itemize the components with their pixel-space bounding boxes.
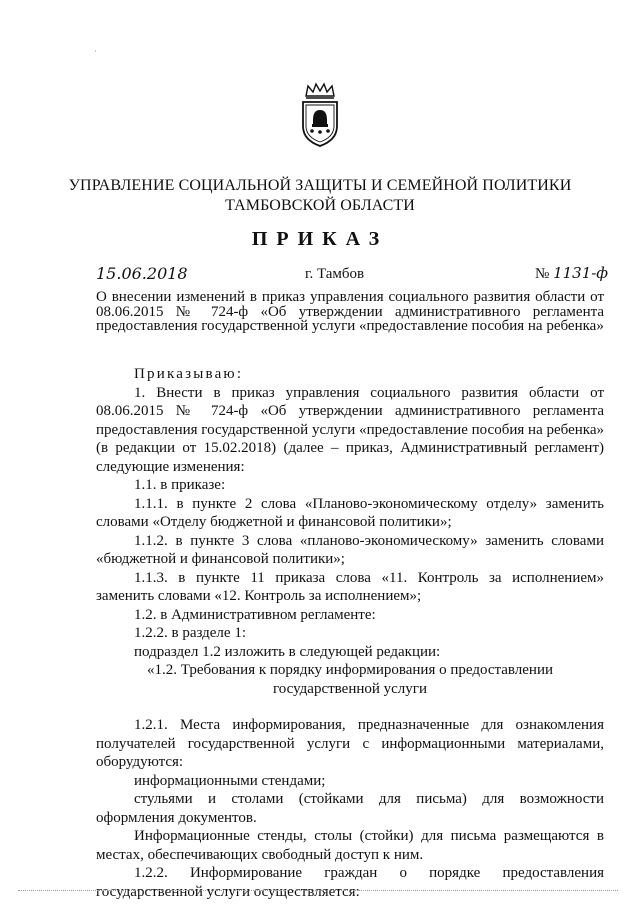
spacer	[96, 698, 604, 716]
paragraph-item-1: 1. Внести в приказ управления социального развития области от 08.06.2015 № 724-ф «Об утверждении административного регламента предоставления государственной услуги «предоставление пособия на ребенка» (в редакции от 15.02.2018) (далее – приказ, Административный регламент) следующие изменения:	[96, 384, 604, 475]
order-date: 15.06.2018	[96, 264, 188, 283]
scan-mark: ·	[94, 46, 97, 56]
paragraph-subsection-intro: подраздел 1.2 изложить в следующей редакции:	[134, 643, 441, 660]
paragraph-item-1-2: 1.2. в Административном регламенте:	[134, 606, 376, 623]
order-number	[535, 264, 608, 283]
subsection-heading-line1: «1.2. Требования к порядку информирования о предоставлении	[146, 662, 554, 678]
document-type-title: ПРИКАЗ	[251, 228, 389, 250]
page-bottom-edge	[18, 890, 618, 891]
paragraph-1-2-2: 1.2.2. Информирование граждан о порядке предоставления государственной услуги осуществляется:	[96, 865, 604, 900]
paragraph-placement: Информационные стенды, столы (стойки) для письма размещаются в местах, обеспечивающих свободный доступ к ним.	[96, 828, 604, 863]
paragraph-item-1-1-1: 1.1.1. в пункте 2 слова «Планово-экономическому отделу» заменить словами «Отделу бюджетной и финансовой политики»;	[96, 495, 604, 530]
paragraph-item-1-1-2: 1.1.2. в пункте 3 слова «планово-экономическому» заменить словами «бюджетной и финансовой политики»;	[96, 532, 604, 567]
org-name-line1: УПРАВЛЕНИЕ СОЦИАЛЬНОЙ ЗАЩИТЫ И СЕМЕЙНОЙ ПОЛИТИКИ	[68, 177, 572, 194]
subsection-heading-line2: государственной услуги	[273, 680, 427, 697]
coat-of-arms-icon	[298, 82, 342, 148]
order-subject: О внесении изменений в приказ управления социального развития области от 08.06.2015 № 724-ф «Об утверждении административного регламента предоставления государственной услуги «предоставление пособия на ребенка»	[96, 289, 604, 334]
paragraph-stands: информационными стендами;	[134, 772, 326, 789]
order-number-prefix: №	[535, 266, 550, 282]
paragraph-chairs: стульями и столами (стойками для письма) для возможности оформления документов.	[96, 791, 604, 826]
order-body	[96, 365, 604, 901]
org-name-line2: ТАМБОВСКОЙ ОБЛАСТИ	[225, 197, 415, 214]
paragraph-item-1-1-3: 1.1.3. в пункте 11 приказа слова «11. Контроль за исполнением» заменить словами «12. Контроль за исполнением»;	[96, 569, 604, 604]
order-word: Приказываю:	[134, 366, 244, 382]
paragraph-item-1-1: 1.1. в приказе:	[134, 477, 226, 493]
paragraph-item-1-2-2: 1.2.2. в разделе 1:	[134, 625, 246, 641]
order-city: г. Тамбов	[305, 266, 365, 282]
order-number-value: 1131-ф	[553, 264, 609, 282]
paragraph-1-2-1: 1.2.1. Места информирования, предназначенные для ознакомления получателей государственной услуги с информационными материалами, оборудуются:	[96, 717, 604, 770]
